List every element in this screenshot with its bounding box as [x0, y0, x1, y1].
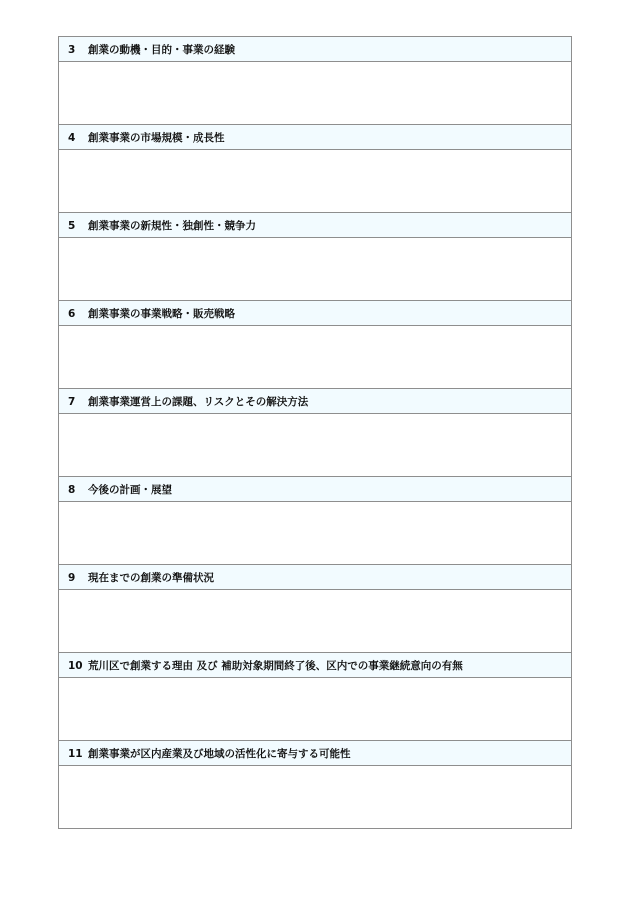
answer-field[interactable] — [59, 238, 572, 301]
answer-field[interactable] — [59, 590, 572, 653]
section-header-10 — [59, 653, 572, 678]
section-heading — [59, 653, 572, 678]
section-title: 創業事業運営上の課題、リスクとその解決方法 — [88, 395, 309, 408]
answer-field[interactable] — [59, 326, 572, 389]
section-header-3 — [59, 37, 572, 62]
section-header-5 — [59, 213, 572, 238]
application-form-table — [58, 36, 572, 829]
section-title: 今後の計画・展望 — [88, 483, 172, 496]
section-heading — [59, 125, 572, 150]
section-header-6 — [59, 301, 572, 326]
section-number: 8 — [68, 483, 76, 496]
section-body-9 — [59, 590, 572, 653]
section-number: 11 — [68, 747, 83, 760]
section-number: 6 — [68, 307, 76, 320]
section-body-8 — [59, 502, 572, 565]
section-heading — [59, 741, 572, 766]
section-number: 7 — [68, 395, 76, 408]
answer-field[interactable] — [59, 766, 572, 829]
section-header-8 — [59, 477, 572, 502]
section-number: 9 — [68, 571, 76, 584]
section-body-7 — [59, 414, 572, 477]
section-heading — [59, 37, 572, 62]
section-title: 創業事業の事業戦略・販売戦略 — [88, 307, 235, 320]
section-body-10 — [59, 678, 572, 741]
section-title: 創業事業が区内産業及び地域の活性化に寄与する可能性 — [88, 747, 351, 760]
section-number: 3 — [68, 43, 76, 56]
answer-field[interactable] — [59, 502, 572, 565]
section-number: 5 — [68, 219, 76, 232]
section-body-5 — [59, 238, 572, 301]
section-heading — [59, 389, 572, 414]
section-title: 創業事業の新規性・独創性・競争力 — [88, 219, 256, 232]
section-title: 現在までの創業の準備状況 — [88, 571, 214, 584]
section-heading — [59, 301, 572, 326]
section-body-11 — [59, 766, 572, 829]
section-title: 荒川区で創業する理由 及び 補助対象期間終了後、区内での事業継続意向の有無 — [88, 659, 463, 672]
section-header-4 — [59, 125, 572, 150]
section-title: 創業事業の市場規模・成長性 — [88, 131, 225, 144]
section-body-3 — [59, 62, 572, 125]
answer-field[interactable] — [59, 678, 572, 741]
section-header-11 — [59, 741, 572, 766]
section-header-9 — [59, 565, 572, 590]
section-heading — [59, 213, 572, 238]
answer-field[interactable] — [59, 62, 572, 125]
answer-field[interactable] — [59, 414, 572, 477]
section-body-6 — [59, 326, 572, 389]
section-number: 4 — [68, 131, 76, 144]
section-header-7 — [59, 389, 572, 414]
section-heading — [59, 565, 572, 590]
section-body-4 — [59, 150, 572, 213]
answer-field[interactable] — [59, 150, 572, 213]
section-heading — [59, 477, 572, 502]
section-title: 創業の動機・目的・事業の経験 — [88, 43, 235, 56]
section-number: 10 — [68, 659, 83, 672]
